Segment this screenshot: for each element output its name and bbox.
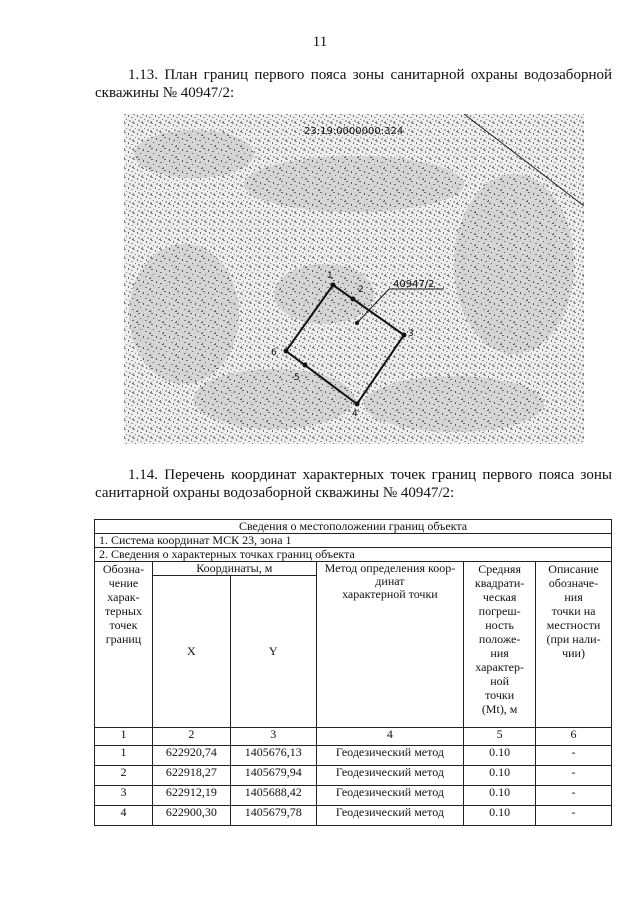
cell-x: 622900,30: [152, 806, 230, 826]
cell-mt: 0.10: [464, 806, 536, 826]
table-row: [95, 806, 612, 826]
cell-mt: 0.10: [464, 786, 536, 806]
cell-x: 622918,27: [152, 766, 230, 786]
cell-y: 1405679,94: [230, 766, 316, 786]
boundary-plan-map: [124, 114, 584, 444]
cell-point: 2: [95, 766, 153, 786]
header-designation: Обозна- чение харак- терных точек границ: [95, 562, 153, 728]
page-number: 11: [312, 34, 328, 50]
table-title: Сведения о местоположении границ объекта: [95, 520, 612, 534]
vertex-label-6: 6: [271, 348, 277, 358]
cell-y: 1405676,13: [230, 746, 316, 766]
vertex-label-1: 1: [327, 271, 333, 281]
header-precision: Средняя квадрати- ческая погреш- ность положе- ния характер- ной точки (Mt), м: [464, 562, 536, 728]
cell-desc: -: [536, 806, 612, 826]
cell-mt: 0.10: [464, 766, 536, 786]
coordinates-table: [94, 519, 612, 826]
header-x: X: [152, 576, 230, 728]
header-method: Метод определения коор- динат характерной точки: [316, 562, 464, 728]
cell-point: 3: [95, 786, 153, 806]
column-number: 6: [536, 728, 612, 746]
header-coordinates: Координаты, м: [152, 562, 316, 576]
cell-method: Геодезический метод: [316, 746, 464, 766]
header-y: Y: [230, 576, 316, 728]
cell-method: Геодезический метод: [316, 766, 464, 786]
cell-point: 4: [95, 806, 153, 826]
vertex-label-3: 3: [408, 329, 414, 339]
cell-method: Геодезический метод: [316, 806, 464, 826]
vertex-label-4: 4: [352, 409, 358, 419]
column-number: 4: [316, 728, 464, 746]
cell-mt: 0.10: [464, 746, 536, 766]
cell-y: 1405688,42: [230, 786, 316, 806]
cell-method: Геодезический метод: [316, 786, 464, 806]
column-number: 2: [152, 728, 230, 746]
cell-x: 622912,19: [152, 786, 230, 806]
column-number: 5: [464, 728, 536, 746]
cell-desc: -: [536, 746, 612, 766]
vertex-label-2: 2: [358, 285, 364, 295]
cell-x: 622920,74: [152, 746, 230, 766]
section-1-13-line2: скважины № 40947/2:: [95, 85, 235, 101]
cell-desc: -: [536, 766, 612, 786]
column-number: 1: [95, 728, 153, 746]
table-row: [95, 766, 612, 786]
cell-y: 1405679,78: [230, 806, 316, 826]
header-description: Описание обозначе- ния точки на местности (при нали- чии): [536, 562, 612, 728]
section-1-14-line2: санитарной охраны водозаборной скважины № 40947/2:: [95, 485, 455, 501]
section-1-14-heading: [95, 466, 612, 502]
cell-desc: -: [536, 786, 612, 806]
well-label: 40947/2: [393, 279, 435, 290]
coordinate-system-row: 1. Система координат МСК 23, зона 1: [95, 534, 612, 548]
section-1-13-heading: [95, 66, 612, 102]
cell-point: 1: [95, 746, 153, 766]
parcel-label: 23:19:0000000:324: [304, 126, 404, 137]
vertex-label-5: 5: [294, 373, 300, 383]
table-row: [95, 746, 612, 766]
section-1-14-line1: 1.14. Перечень координат характерных точек границ первого пояса зоны: [128, 467, 612, 483]
column-number: 3: [230, 728, 316, 746]
points-info-row: 2. Сведения о характерных точках границ объекта: [95, 548, 612, 562]
section-1-13-line1: 1.13. План границ первого пояса зоны санитарной охраны водозаборной: [128, 67, 612, 83]
table-row: [95, 786, 612, 806]
